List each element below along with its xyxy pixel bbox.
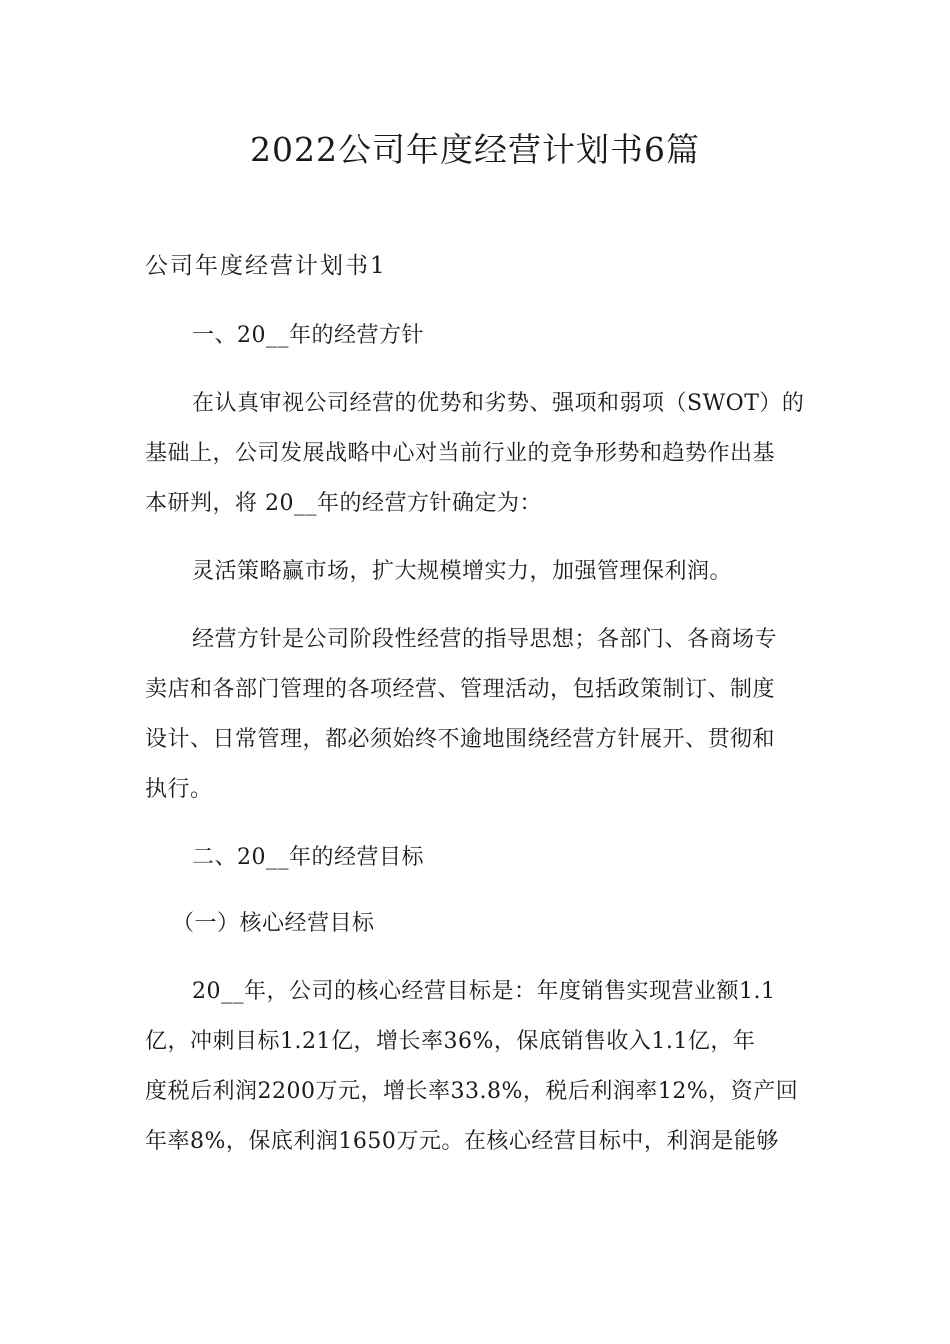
paragraph-line: 经营方针是公司阶段性经营的指导思想；各部门、各商场专 <box>192 627 778 652</box>
heading-business-policy: 一、20__年的经营方针 <box>192 323 424 348</box>
paragraph-line: 在认真审视公司经营的优势和劣势、强项和弱项（SWOT）的 <box>192 391 805 416</box>
paragraph-line: 20__年，公司的核心经营目标是：年度销售实现营业额1.1 <box>192 979 776 1004</box>
section-title: 公司年度经营计划书1 <box>145 253 387 279</box>
policy-statement: 灵活策略赢市场，扩大规模增实力，加强管理保利润。 <box>192 559 733 584</box>
heading-business-goals: 二、20__年的经营目标 <box>192 845 424 870</box>
paragraph-line: 设计、日常管理，都必须始终不逾地围绕经营方针展开、贯彻和 <box>145 727 776 752</box>
subheading-core-goals: （一）核心经营目标 <box>172 911 375 936</box>
paragraph-line: 执行。 <box>145 777 213 802</box>
paragraph-line: 基础上，公司发展战略中心对当前行业的竞争形势和趋势作出基 <box>145 441 776 466</box>
paragraph-line: 本研判，将 20__年的经营方针确定为： <box>145 491 542 516</box>
document-title: 2022公司年度经营计划书6篇 <box>250 130 700 169</box>
paragraph-line: 亿，冲刺目标1.21亿，增长率36%，保底销售收入1.1亿，年 <box>145 1029 756 1054</box>
paragraph-line: 卖店和各部门管理的各项经营、管理活动，包括政策制订、制度 <box>145 677 776 702</box>
paragraph-line: 年率8%，保底利润1650万元。在核心经营目标中，利润是能够 <box>145 1129 779 1154</box>
paragraph-line: 度税后利润2200万元，增长率33.8%，税后利润率12%，资产回 <box>145 1079 799 1104</box>
